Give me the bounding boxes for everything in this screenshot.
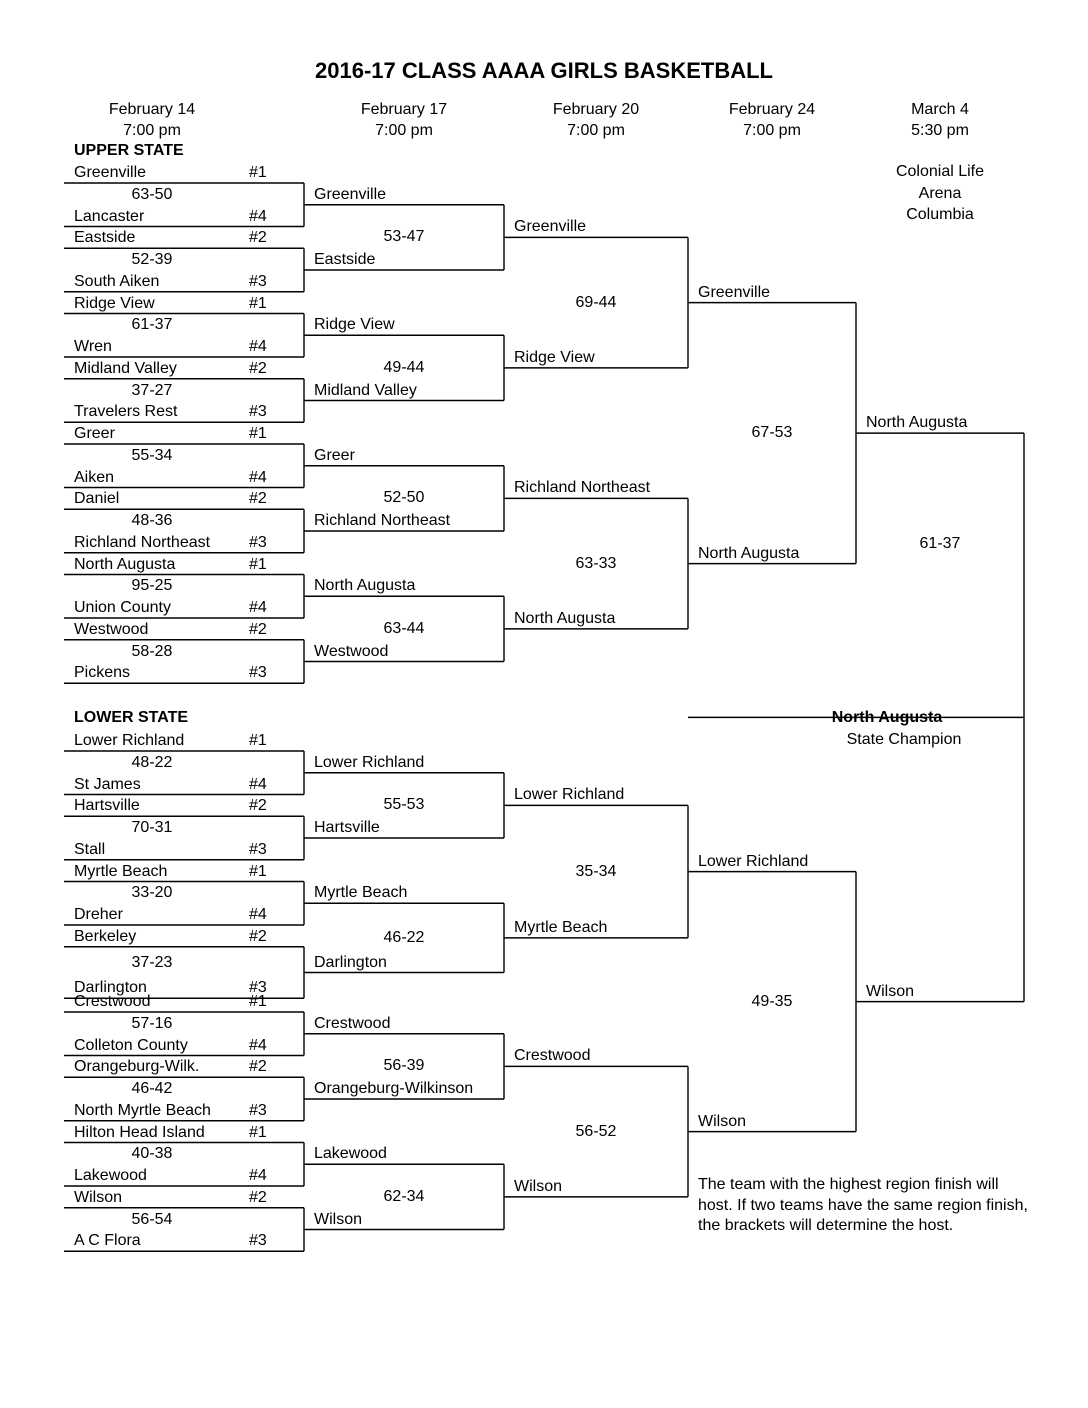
team-name: Ridge View: [314, 316, 395, 334]
team-name: Lakewood: [74, 1167, 147, 1184]
team-name: Berkeley: [74, 927, 137, 945]
seed: #4: [249, 1167, 267, 1184]
team-name: Wren: [74, 338, 112, 355]
seed: #4: [249, 1036, 267, 1054]
game-score: 56-54: [131, 1210, 173, 1228]
seed: #2: [249, 1188, 267, 1206]
team-name: Greenville: [314, 185, 387, 203]
team-name: Wilson: [514, 1177, 563, 1195]
seed: #2: [249, 359, 267, 377]
round-date: February 17: [360, 101, 448, 118]
game-score: 61-37: [131, 316, 173, 334]
team-name: Colleton County: [74, 1036, 188, 1054]
round-time: 7:00 pm: [567, 122, 625, 139]
team-name: Midland Valley: [74, 359, 177, 377]
venue-line: Columbia: [906, 206, 974, 223]
team-name: Aiken: [74, 468, 115, 486]
seed: #2: [249, 927, 267, 945]
seed: #1: [249, 425, 267, 442]
lower-state-label: LOWER STATE: [74, 709, 189, 726]
team-name: Hartsville: [314, 819, 380, 836]
game-score: 48-36: [131, 512, 173, 529]
game-score: 58-28: [131, 642, 173, 660]
game-score: 95-25: [131, 577, 173, 595]
seed: #1: [249, 1123, 267, 1141]
team-name: North Augusta: [74, 555, 176, 573]
team-name: Crestwood: [314, 1014, 391, 1032]
team-name: Crestwood: [74, 993, 151, 1010]
team-name: South Aiken: [74, 272, 160, 290]
team-name: Greenville: [514, 218, 587, 236]
game-score: 49-44: [383, 358, 425, 376]
state-champion-label: State Champion: [846, 731, 962, 748]
game-score: 69-44: [575, 293, 617, 311]
team-name: Midland Valley: [314, 381, 417, 399]
host-note: The team with the highest region finish will host. If two teams have the same region finish, the brackets will determine the host.: [698, 1176, 1028, 1234]
round-date: February 20: [552, 101, 640, 118]
team-name: Lower Richland: [74, 732, 185, 749]
team-name: A C Flora: [74, 1232, 141, 1250]
venue-line: Arena: [918, 184, 962, 202]
page-title: 2016-17 CLASS AAAA GIRLS BASKETBALL: [315, 58, 773, 83]
team-name: Wilson: [314, 1210, 363, 1228]
team-name: Westwood: [74, 620, 149, 638]
seed: #3: [249, 533, 267, 551]
game-score: 35-34: [575, 862, 617, 880]
team-name: North Augusta: [514, 609, 616, 627]
round-time: 5:30 pm: [911, 122, 969, 139]
seed: #4: [249, 775, 267, 793]
half-champion: North Augusta: [866, 414, 968, 432]
round-time: 7:00 pm: [375, 122, 433, 139]
game-score: 63-33: [575, 554, 617, 572]
team-name: Eastside: [314, 251, 376, 268]
game-score: 56-39: [383, 1057, 425, 1075]
seed: #1: [249, 732, 267, 749]
team-name: Greenville: [698, 283, 771, 301]
game-score: 55-34: [131, 446, 173, 464]
seed: #2: [249, 1058, 267, 1076]
game-score: 56-52: [575, 1122, 617, 1140]
seed: #1: [249, 862, 267, 880]
game-score: 48-22: [131, 753, 173, 771]
game-score: 53-47: [383, 228, 425, 246]
game-score: 49-35: [751, 992, 793, 1010]
team-name: Pickens: [74, 664, 131, 682]
game-score: 52-39: [131, 251, 173, 268]
team-name: North Augusta: [314, 577, 416, 595]
team-name: Lower Richland: [698, 852, 809, 870]
seed: #3: [249, 272, 267, 290]
round-date: February 14: [108, 101, 196, 118]
team-name: Darlington: [314, 953, 387, 971]
team-name: Lancaster: [74, 207, 145, 225]
state-final-score: 61-37: [919, 535, 961, 552]
seed: #2: [249, 797, 267, 815]
seed: #4: [249, 906, 267, 923]
team-name: Myrtle Beach: [74, 862, 168, 880]
round-time: 7:00 pm: [123, 122, 181, 139]
seed: #4: [249, 338, 267, 355]
team-name: St James: [74, 775, 141, 793]
seed: #2: [249, 229, 267, 247]
team-name: Ridge View: [74, 294, 155, 312]
game-score: 70-31: [131, 819, 173, 836]
seed: #4: [249, 207, 267, 225]
game-score: 46-42: [131, 1080, 173, 1097]
round-date: March 4: [911, 101, 969, 118]
seed: #3: [249, 664, 267, 682]
team-name: Dreher: [74, 906, 123, 923]
half-champion: Wilson: [866, 982, 915, 1000]
team-name: Darlington: [74, 979, 147, 997]
team-name: Wilson: [74, 1188, 123, 1206]
team-name: North Augusta: [698, 544, 800, 562]
team-name: Myrtle Beach: [314, 884, 408, 902]
game-score: 37-27: [131, 381, 173, 399]
team-name: Orangeburg-Wilk.: [74, 1058, 200, 1076]
seed: #4: [249, 468, 267, 486]
team-name: Crestwood: [514, 1047, 591, 1065]
seed: #2: [249, 620, 267, 638]
team-name: Myrtle Beach: [514, 918, 608, 936]
seed: #1: [249, 164, 267, 181]
team-name: Greer: [314, 446, 355, 464]
team-name: Hilton Head Island: [74, 1123, 205, 1141]
team-name: Orangeburg-Wilkinson: [314, 1080, 474, 1097]
team-name: Greenville: [74, 164, 147, 181]
seed: #1: [249, 294, 267, 312]
game-score: 55-53: [383, 796, 425, 814]
seed: #3: [249, 403, 267, 421]
game-score: 62-34: [383, 1187, 425, 1205]
team-name: Travelers Rest: [74, 403, 178, 421]
upper-state-label: UPPER STATE: [74, 142, 184, 159]
venue-line: Colonial Life: [895, 163, 985, 180]
game-score: 52-50: [383, 489, 425, 507]
team-name: Lakewood: [314, 1145, 387, 1163]
seed: #3: [249, 979, 267, 997]
team-name: Eastside: [74, 229, 136, 247]
team-name: Union County: [74, 599, 171, 616]
seed: #3: [249, 1101, 267, 1119]
team-name: Greer: [74, 425, 115, 442]
team-name: North Myrtle Beach: [74, 1101, 211, 1119]
team-name: Lower Richland: [314, 753, 425, 771]
team-name: Richland Northeast: [514, 479, 651, 497]
seed: #3: [249, 840, 267, 858]
team-name: Richland Northeast: [74, 533, 211, 551]
game-score: 57-16: [131, 1014, 173, 1032]
game-score: 63-44: [383, 619, 425, 637]
round-time: 7:00 pm: [743, 122, 801, 139]
seed: #2: [249, 490, 267, 508]
team-name: Hartsville: [74, 797, 140, 815]
team-name: Wilson: [698, 1112, 747, 1130]
game-score: 46-22: [383, 928, 425, 946]
seed: #1: [249, 993, 267, 1010]
team-name: Richland Northeast: [314, 512, 451, 529]
seed: #3: [249, 1232, 267, 1250]
team-name: Stall: [74, 840, 106, 858]
game-score: 37-23: [131, 953, 173, 971]
game-score: 63-50: [131, 185, 173, 203]
state-champion-name: North Augusta: [831, 709, 943, 726]
game-score: 67-53: [751, 424, 793, 442]
seed: #4: [249, 599, 267, 616]
team-name: Ridge View: [514, 348, 595, 366]
round-date: February 24: [728, 101, 816, 118]
game-score: 33-20: [131, 884, 173, 902]
team-name: Westwood: [314, 642, 389, 660]
team-name: Daniel: [74, 490, 120, 508]
game-score: 40-38: [131, 1145, 173, 1163]
seed: #1: [249, 555, 267, 573]
team-name: Lower Richland: [514, 786, 625, 804]
